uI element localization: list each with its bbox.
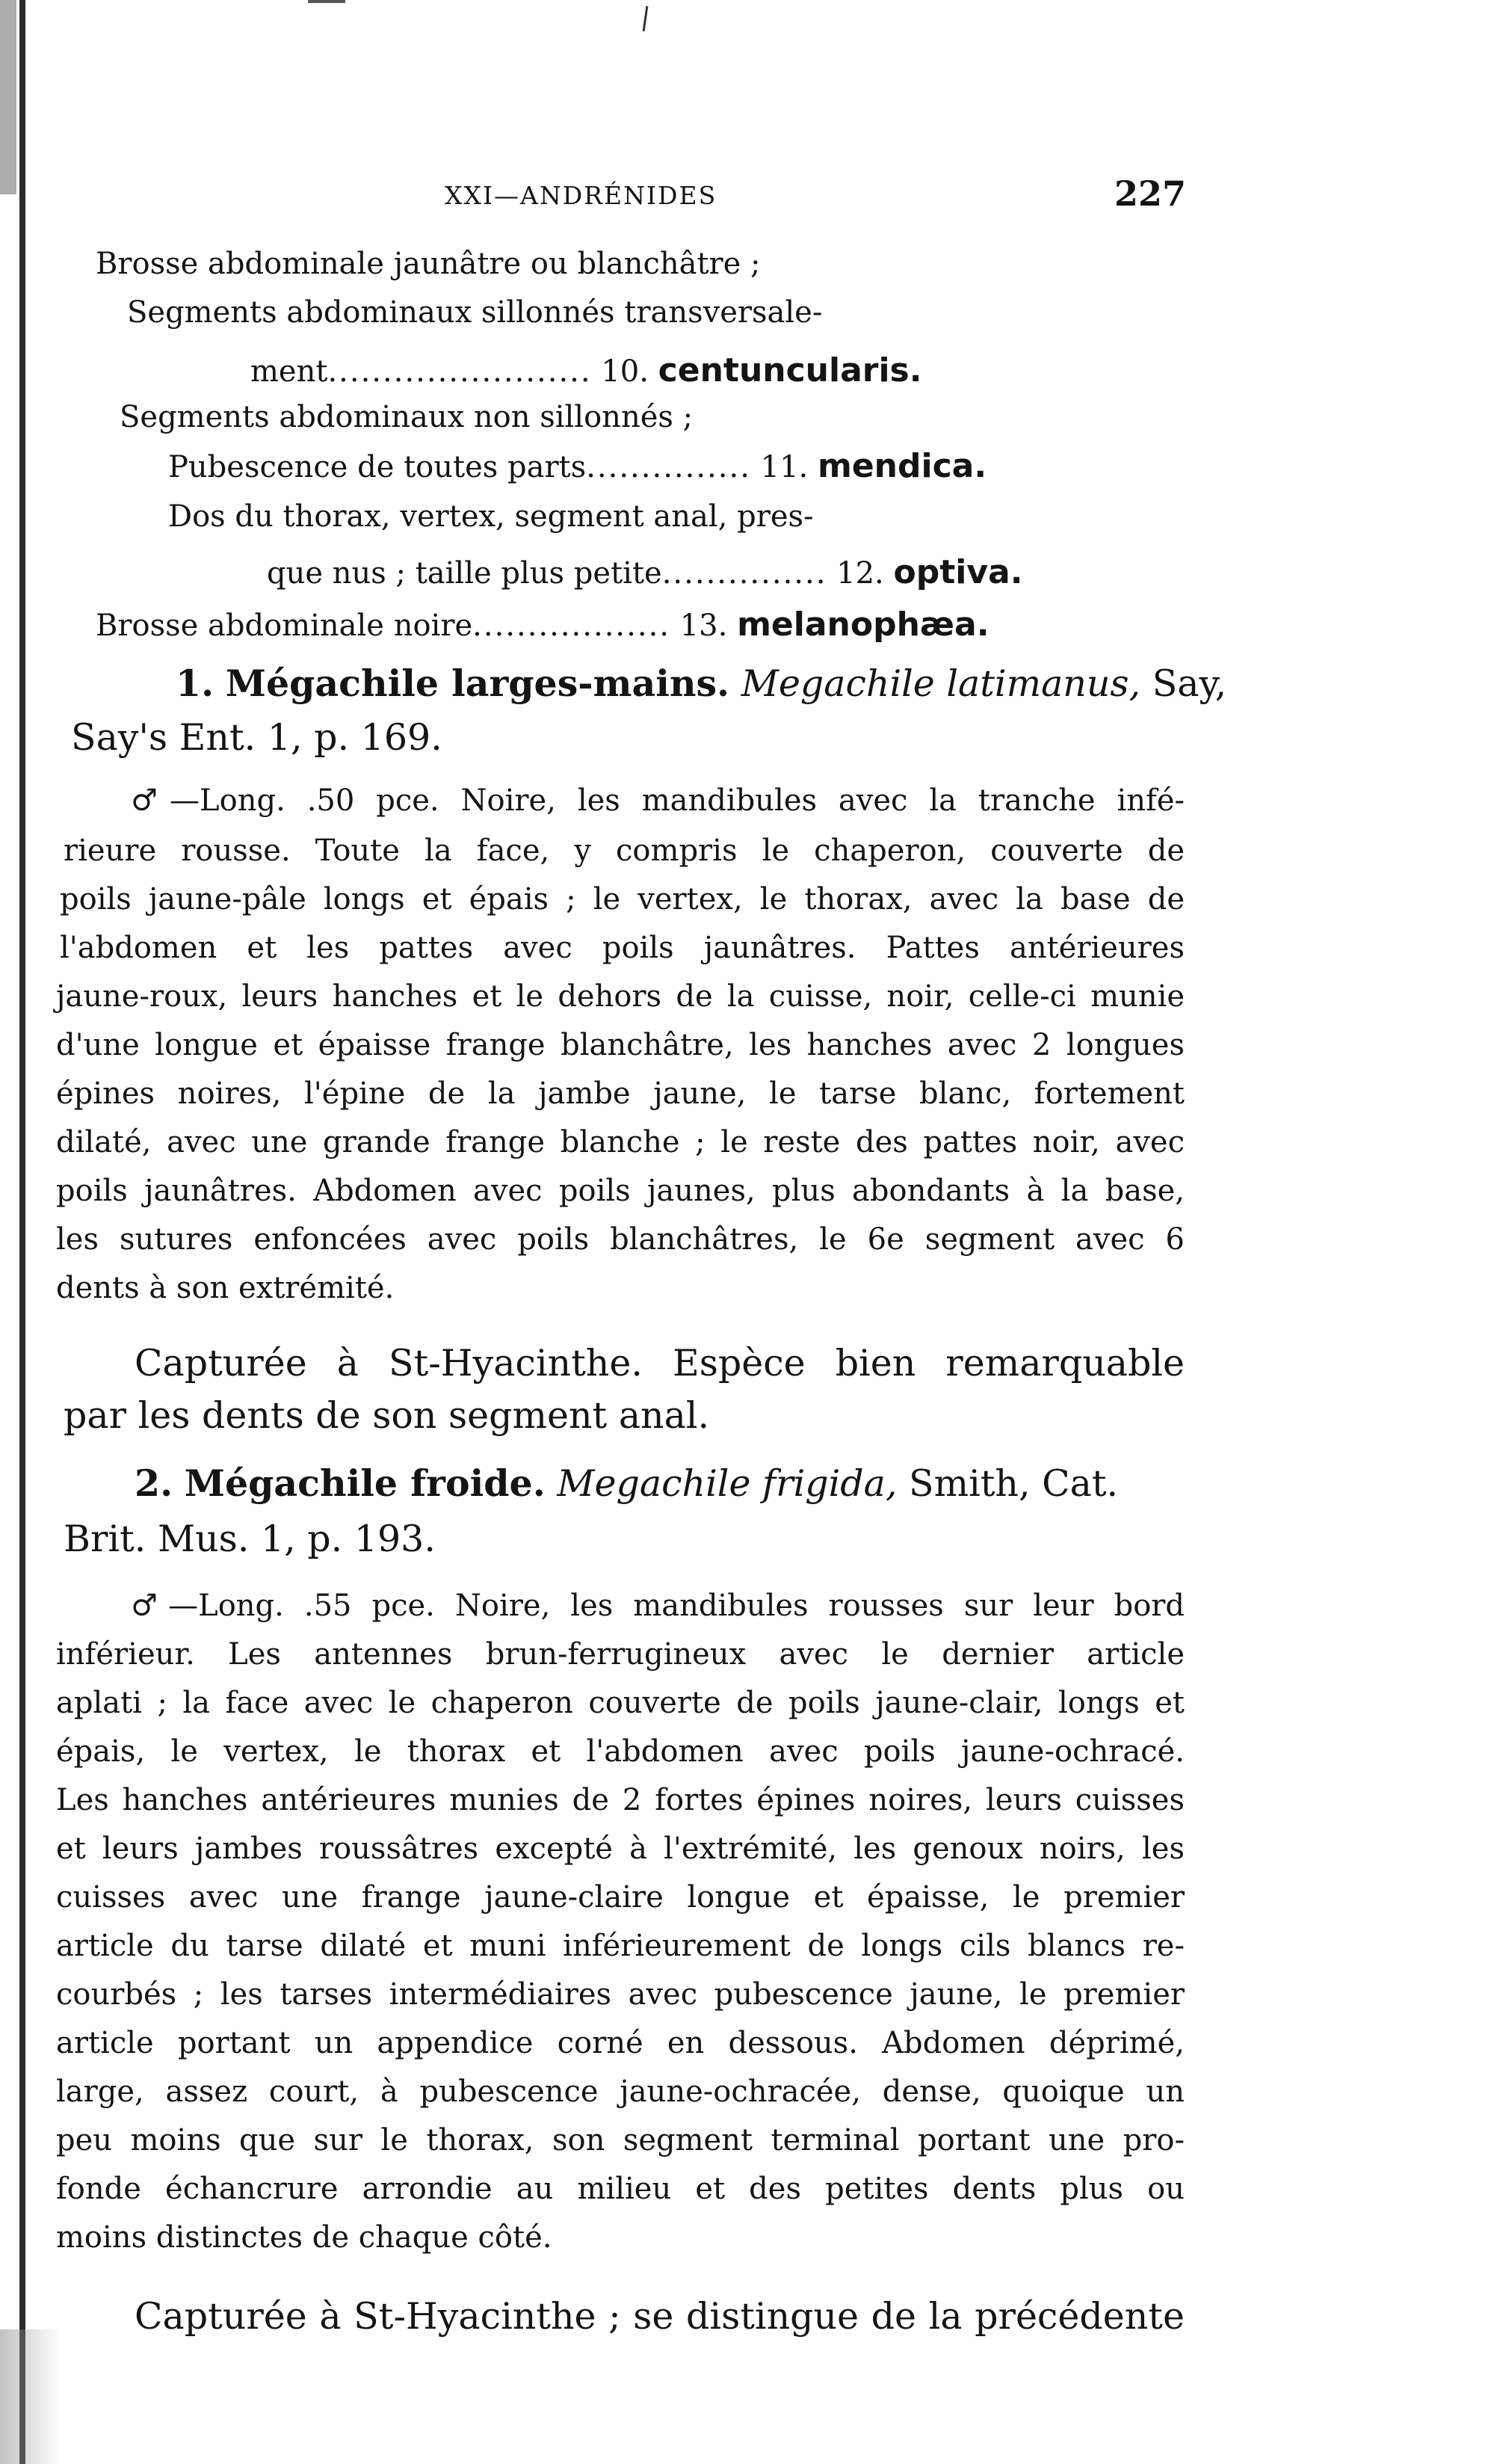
body-line: poils jaunâtres. Abdomen avec poils jaunes, plus abondants à la base,: [56, 1174, 1185, 1208]
species-name: centuncularis.: [658, 351, 922, 389]
body-line: ♂—Long. .50 pce. Noire, les mandibules avec la tranche infé-: [131, 783, 1185, 818]
body-line: peu moins que sur le thorax, son segment terminal portant une pro-: [56, 2123, 1185, 2157]
capture-note: Capturée à St-Hyacinthe. Espèce bien remarquable: [135, 1342, 1185, 1385]
species-reference: Say's Ent. 1, p. 169.: [71, 716, 442, 759]
body-line: épais, le vertex, le thorax et l'abdomen avec poils jaune-ochracé.: [56, 1734, 1185, 1769]
key-line: Segments abdominaux non sillonnés ;: [120, 400, 694, 434]
key-line: Brosse abdominale noire.................. 13. melanophæa.: [96, 606, 990, 644]
body-line: Les hanches antérieures munies de 2 fortes épines noires, leurs cuisses: [56, 1783, 1185, 1817]
body-line: fonde échancrure arrondie au milieu et des petites dents plus ou: [56, 2172, 1185, 2206]
body-line: article du tarse dilaté et muni inférieurement de longs cils blancs re-: [56, 1929, 1185, 1963]
body-line: les sutures enfoncées avec poils blanchâtres, le 6e segment avec 6: [56, 1222, 1185, 1257]
body-line: l'abdomen et les pattes avec poils jaunâtres. Pattes antérieures: [60, 931, 1185, 965]
body-line: cuisses avec une frange jaune-claire longue et épaisse, le premier: [56, 1880, 1185, 1915]
key-line: que nus ; taille plus petite............... 12. optiva.: [267, 553, 1023, 591]
book-spine-shadow: [0, 0, 30, 2464]
body-line: d'une longue et épaisse frange blanchâtre, les hanches avec 2 longues: [56, 1028, 1185, 1062]
body-line: aplati ; la face avec le chaperon couverte de poils jaune-clair, longs et: [56, 1686, 1185, 1720]
species-name: mendica.: [817, 447, 987, 485]
spine-smudge: [0, 2329, 60, 2464]
body-line: jaune-roux, leurs hanches et le dehors de la cuisse, noir, celle-ci munie: [56, 979, 1185, 1014]
key-line: Dos du thorax, vertex, segment anal, pres-: [168, 499, 814, 534]
body-line: courbés ; les tarses intermédiaires avec pubescence jaune, le premier: [56, 1977, 1185, 2012]
key-line: Pubescence de toutes parts............... 11. mendica.: [168, 447, 987, 485]
capture-note: Capturée à St-Hyacinthe ; se distingue de la précédente: [135, 2295, 1185, 2338]
body-line: et leurs jambes roussâtres excepté à l'extrémité, les genoux noirs, les: [56, 1832, 1185, 1866]
body-line: rieure rousse. Toute la face, y compris le chaperon, couverte de: [64, 834, 1185, 868]
body-line: ♂—Long. .55 pce. Noire, les mandibules rousses sur leur bord: [131, 1589, 1185, 1623]
spine-shade: [0, 0, 16, 194]
body-line: dilaté, avec une grande frange blanche ; le reste des pattes noir, avec: [56, 1125, 1185, 1159]
body-line: épines noires, l'épine de la jambe jaune, le tarse blanc, fortement: [56, 1077, 1185, 1111]
body-line: moins distinctes de chaque côté.: [56, 2220, 552, 2255]
top-ink-mark: [308, 0, 345, 3]
species-heading: 2. Mégachile froide. Megachile frigida, Smith, Cat.: [135, 1462, 1119, 1505]
top-pencil-mark: [643, 6, 649, 31]
species-heading: 1. Mégachile larges-mains. Megachile latimanus, Say,: [176, 662, 1227, 705]
species-name: melanophæa.: [737, 606, 990, 644]
body-line: dents à son extrémité.: [56, 1271, 395, 1305]
key-line: ment........................ 10. centuncularis.: [250, 351, 922, 389]
capture-note: par les dents de son segment anal.: [64, 1394, 710, 1437]
key-line: Brosse abdominale jaunâtre ou blanchâtre ;: [96, 247, 761, 281]
species-name: optiva.: [893, 553, 1023, 591]
page-number: 227: [1114, 173, 1186, 214]
key-line: Segments abdominaux sillonnés transversale-: [127, 295, 823, 330]
body-line: inférieur. Les antennes brun-ferrugineux avec le dernier article: [56, 1637, 1185, 1672]
body-line: article portant un appendice corné en dessous. Abdomen déprimé,: [56, 2026, 1185, 2060]
spine-edge: [19, 0, 25, 2464]
running-head: XXI—ANDRÉNIDES: [445, 181, 717, 210]
body-line: large, assez court, à pubescence jaune-ochracée, dense, quoique un: [56, 2075, 1185, 2109]
body-line: poils jaune-pâle longs et épais ; le vertex, le thorax, avec la base de: [60, 882, 1185, 917]
species-reference: Brit. Mus. 1, p. 193.: [64, 1518, 436, 1560]
